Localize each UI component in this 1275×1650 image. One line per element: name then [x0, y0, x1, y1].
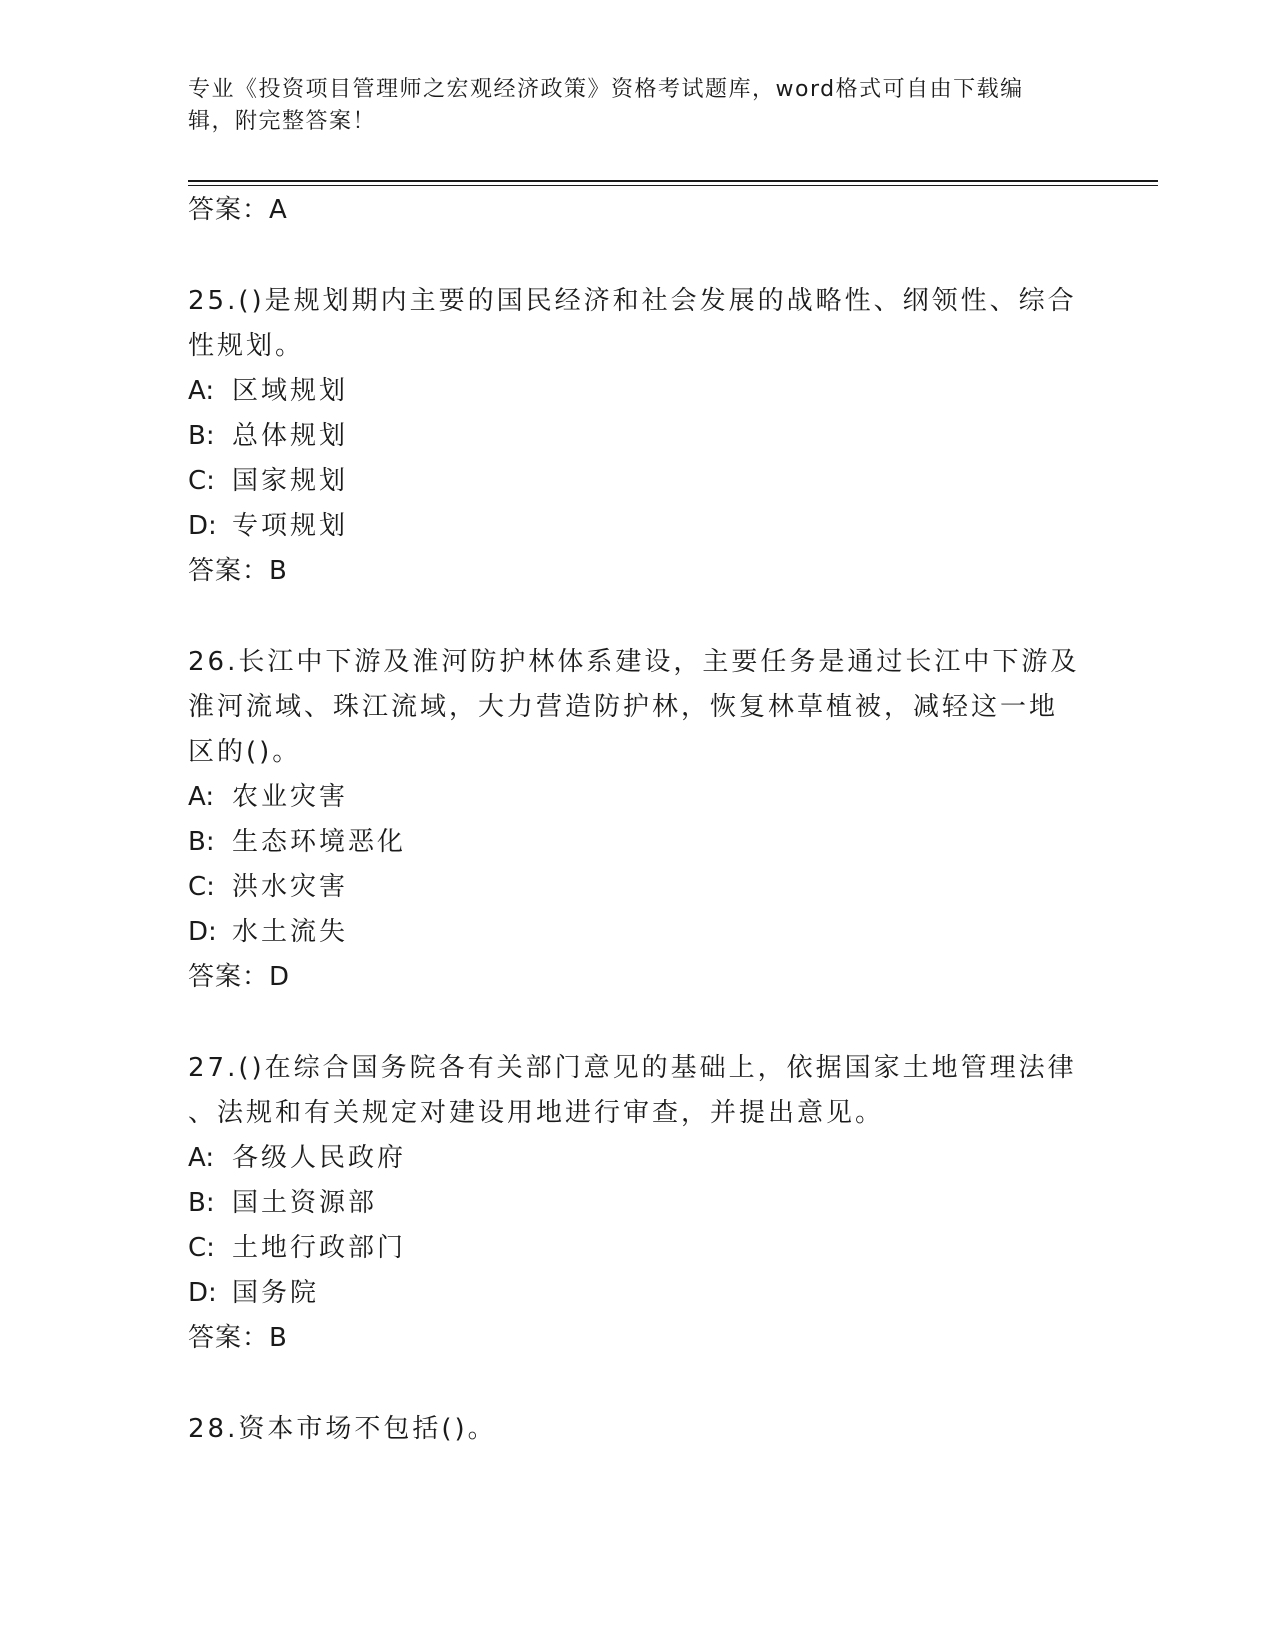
- question-line: 区的()。: [188, 737, 302, 767]
- option-text: 总体规划: [232, 421, 349, 451]
- question-line: 性规划。: [188, 331, 305, 361]
- option-key: D:: [188, 917, 217, 947]
- option-text: 生态环境恶化: [232, 827, 407, 857]
- question-line: 27.()在综合国务院各有关部门意见的基础上，依据国家土地管理法律: [188, 1053, 1077, 1083]
- header-divider-thin: [188, 185, 1158, 186]
- option-text: 国务院: [232, 1278, 320, 1308]
- question-line: 淮河流域、珠江流域，大力营造防护林，恢复林草植被，减轻这一地: [188, 692, 1059, 722]
- option-key: A:: [188, 376, 215, 406]
- option-a: [188, 369, 1088, 414]
- option-c: [188, 1226, 1088, 1271]
- option-key: C:: [188, 872, 215, 902]
- option-key: B:: [188, 1188, 215, 1218]
- option-a: [188, 1136, 1088, 1181]
- answer-line: 答案：B: [188, 1323, 288, 1353]
- option-text: 国土资源部: [232, 1188, 378, 1218]
- option-a: [188, 775, 1088, 820]
- option-text: 农业灾害: [232, 782, 349, 812]
- answer-line: 答案：D: [188, 962, 291, 992]
- question-line: 25.()是规划期内主要的国民经济和社会发展的战略性、纲领性、综合: [188, 286, 1077, 316]
- option-text: 洪水灾害: [232, 872, 349, 902]
- question-list: [188, 188, 1088, 1452]
- option-key: A:: [188, 1143, 215, 1173]
- header-line-2: 辑，附完整答案！: [188, 109, 377, 134]
- option-c: [188, 865, 1088, 910]
- question-text: [188, 1046, 1088, 1136]
- option-key: C:: [188, 466, 215, 496]
- header-divider: [188, 180, 1158, 182]
- option-d: [188, 504, 1088, 549]
- option-d: [188, 910, 1088, 955]
- option-d: [188, 1271, 1088, 1316]
- question-line: 26.长江中下游及淮河防护林体系建设，主要任务是通过长江中下游及: [188, 647, 1080, 677]
- question-block: [188, 1046, 1088, 1361]
- question-text: [188, 640, 1088, 775]
- question-line: 28.资本市场不包括()。: [188, 1414, 497, 1444]
- option-key: B:: [188, 421, 215, 451]
- option-text: 专项规划: [232, 511, 349, 541]
- option-text: 国家规划: [232, 466, 349, 496]
- answer-line: 答案：B: [188, 556, 288, 586]
- header-line-1: 专业《投资项目管理师之宏观经济政策》资格考试题库，word格式可自由下载编: [188, 77, 1024, 102]
- option-key: B:: [188, 827, 215, 857]
- question-text: [188, 279, 1088, 369]
- option-c: [188, 459, 1088, 504]
- option-text: 区域规划: [232, 376, 349, 406]
- question-block: [188, 640, 1088, 1000]
- option-key: D:: [188, 1278, 217, 1308]
- answer-line: 答案：A: [188, 195, 288, 225]
- question-block: [188, 279, 1088, 594]
- option-text: 水土流失: [232, 917, 349, 947]
- option-b: [188, 414, 1088, 459]
- question-text: [188, 1407, 1088, 1452]
- option-text: 土地行政部门: [232, 1233, 407, 1263]
- option-text: 各级人民政府: [232, 1143, 407, 1173]
- option-key: A:: [188, 782, 215, 812]
- document-header: [188, 74, 1068, 138]
- option-b: [188, 820, 1088, 865]
- question-line: 、法规和有关规定对建设用地进行审查，并提出意见。: [188, 1098, 885, 1128]
- option-key: D:: [188, 511, 217, 541]
- question-block: [188, 1407, 1088, 1452]
- option-key: C:: [188, 1233, 215, 1263]
- option-b: [188, 1181, 1088, 1226]
